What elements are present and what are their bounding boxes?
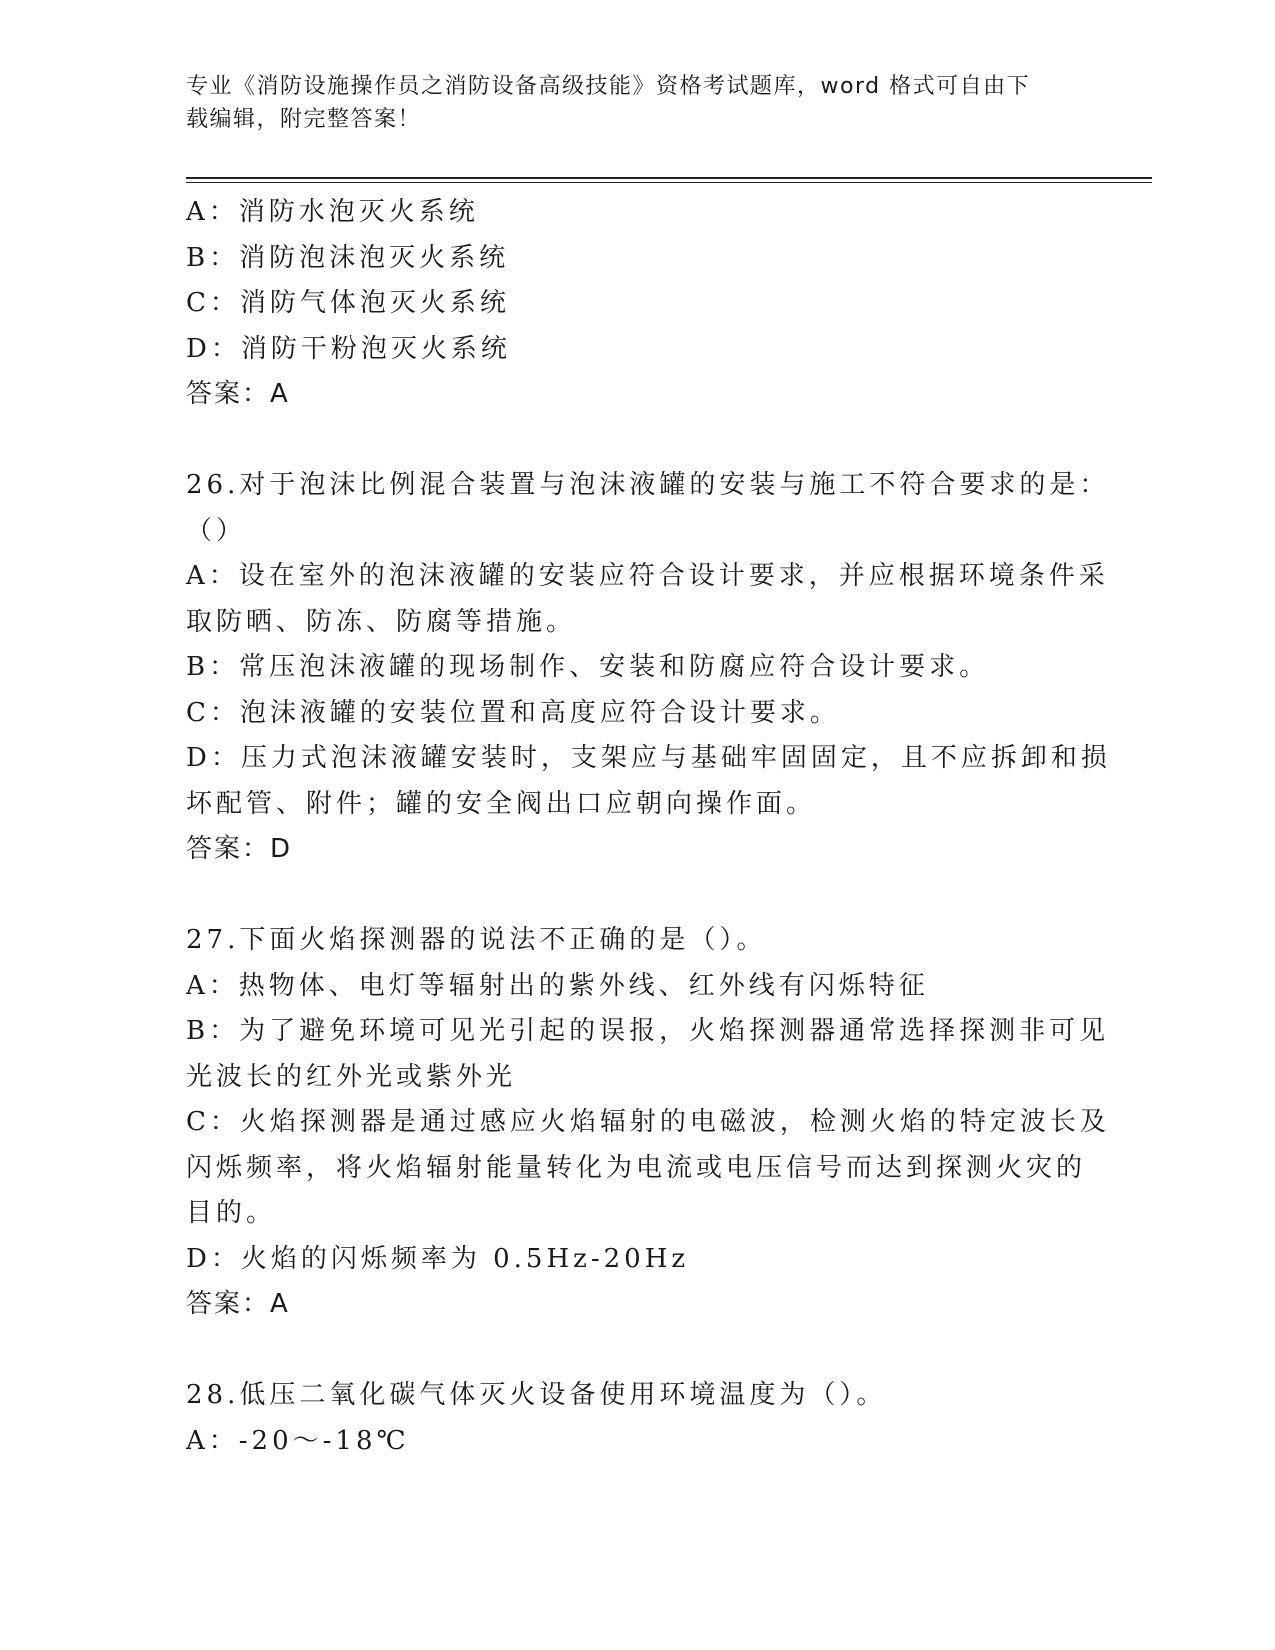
option-b-cont: 光波长的红外光或紫外光: [186, 1061, 517, 1092]
option-a: A：消防水泡灭火系统: [186, 197, 479, 227]
option-a-cont: 取防晒、防冻、防腐等措施。: [186, 606, 577, 637]
answer: 答案：D: [186, 834, 293, 864]
question-stem: 27.下面火焰探测器的说法不正确的是（）。: [186, 925, 767, 955]
option-c: C：泡沫液罐的安装位置和高度应符合设计要求。: [186, 697, 840, 728]
document-header: [186, 70, 1066, 136]
spacer: [186, 418, 1086, 464]
question-28: [186, 1373, 1086, 1464]
answer: 答案：A: [186, 1289, 290, 1319]
option-c: C：火焰探测器是通过感应火焰辐射的电磁波，检测火焰的特定波长及: [186, 1107, 1110, 1137]
header-divider-thin: [186, 182, 1152, 183]
option-b: B：消防泡沫泡灭火系统: [186, 242, 510, 273]
option-d-cont: 坏配管、附件；罐的安全阀出口应朝向操作面。: [186, 788, 817, 819]
option-c: C：消防气体泡灭火系统: [186, 288, 510, 318]
spacer: [186, 873, 1086, 919]
option-c-cont: 目的。: [186, 1198, 277, 1228]
option-a: A：设在室外的泡沫液罐的安装应符合设计要求，并应根据环境条件采: [186, 561, 1109, 591]
header-line-2: 载编辑，附完整答案！: [186, 107, 422, 132]
question-list: [186, 190, 1111, 1464]
option-b: B：常压泡沫液罐的现场制作、安装和防腐应符合设计要求。: [186, 652, 990, 682]
header-line-1: 专业《消防设施操作员之消防设备高级技能》资格考试题库，word 格式可自由下: [186, 74, 1031, 99]
option-c-cont: 闪烁频率，将火焰辐射能量转化为电流或电压信号而达到探测火灾的: [186, 1152, 1087, 1183]
option-a: A：热物体、电灯等辐射出的紫外线、红外线有闪烁特征: [186, 970, 929, 1001]
option-d: D：压力式泡沫液罐安装时，支架应与基础牢固固定，且不应拆卸和损: [186, 743, 1111, 773]
option-d: D：火焰的闪烁频率为 0.5Hz-20Hz: [186, 1243, 690, 1274]
question-stem: 26.对于泡沫比例混合装置与泡沫液罐的安装与施工不符合要求的是：: [186, 470, 1110, 500]
header-divider-thick: [186, 177, 1152, 179]
question-stem: 28.低压二氧化碳气体灭火设备使用环境温度为（）。: [186, 1380, 887, 1410]
answer: 答案：A: [186, 379, 290, 409]
question-stem-cont: （）: [186, 515, 247, 546]
question-27: [186, 918, 1110, 1328]
option-a: A：-20～-18℃: [186, 1425, 410, 1456]
question-25: [186, 190, 1086, 418]
option-d: D：消防干粉泡灭火系统: [186, 333, 511, 364]
option-b: B：为了避免环境可见光引起的误报，火焰探测器通常选择探测非可见: [186, 1016, 1110, 1046]
question-26: [186, 463, 1111, 873]
spacer: [186, 1328, 1086, 1374]
